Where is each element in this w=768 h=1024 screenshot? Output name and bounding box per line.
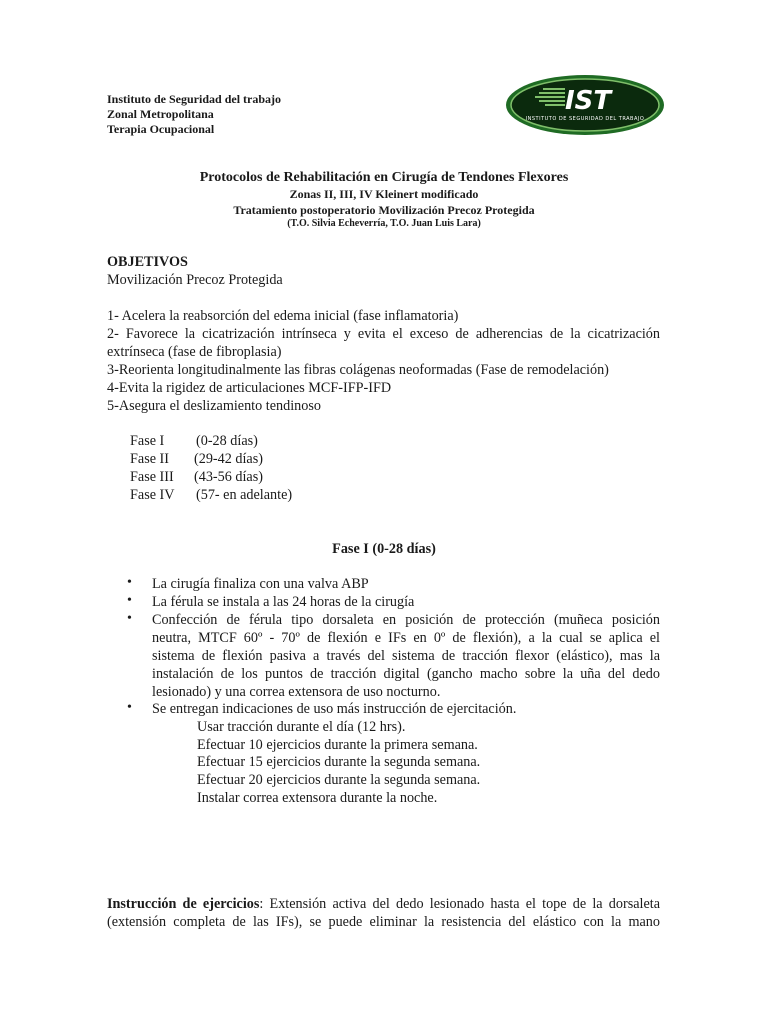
- objetivo-item-continued: extrínseca (fase de fibroplasia): [107, 344, 282, 360]
- fase1-bullet: La férula se instala a las 24 horas de la cirugía: [152, 594, 415, 610]
- objetivo-item: 4-Evita la rigidez de articulaciones MCF-IFP-IFD: [107, 380, 392, 396]
- fase1-bullet-line: Confección de férula tipo dorsaleta en posición de protección (muñeca posición: [152, 612, 660, 628]
- bullet-marker: •: [127, 611, 132, 626]
- logo-subtext: INSTITUTO DE SEGURIDAD DEL TRABAJO: [525, 116, 645, 122]
- objetivos-heading: OBJETIVOS: [107, 254, 188, 270]
- fase1-bullet-line: sistema de flexión pasiva a través del sistema de tracción flexor (elástico), mas la: [152, 648, 660, 664]
- instruccion-line-2: (extensión completa de las IFs), se puede eliminar la resistencia del elástico con la mano: [107, 914, 660, 930]
- fase1-bullet: Se entregan indicaciones de uso más instrucción de ejercitación.: [152, 701, 517, 717]
- bullet-marker: •: [127, 700, 132, 715]
- fase-row: [130, 468, 292, 486]
- fase1-bullet-line: lesionado) y una correa extensora de uso nocturno.: [152, 684, 441, 700]
- fase-name: Fase III: [130, 469, 174, 485]
- department-name: Terapia Ocupacional: [107, 122, 215, 136]
- fase-range: (57- en adelante): [196, 487, 293, 503]
- instruction-sub-item: Instalar correa extensora durante la noche.: [197, 790, 438, 806]
- instruccion-text: : Extensión activa del dedo lesionado hasta el tope de la dorsaleta: [259, 896, 660, 912]
- objetivo-item: 5-Asegura el deslizamiento tendinoso: [107, 398, 321, 414]
- fase-row: [130, 486, 292, 504]
- fase-name: Fase I: [130, 433, 165, 449]
- fase-list: [130, 432, 292, 504]
- instruction-sub-item: Efectuar 10 ejercicios durante la primera semana.: [197, 737, 478, 753]
- fase-name: Fase II: [130, 451, 170, 467]
- bullet-marker: •: [127, 575, 132, 590]
- instruccion-label: Instrucción de ejercicios: [107, 896, 260, 912]
- fase-range: (43-56 días): [194, 469, 263, 485]
- fase1-heading: Fase I (0-28 días): [332, 541, 436, 557]
- instruccion-line-1: [107, 895, 660, 913]
- objetivo-item: 3-Reorienta longitudinalmente las fibras colágenas neoformadas (Fase de remodelación): [107, 362, 609, 378]
- instruction-sub-item: Efectuar 20 ejercicios durante la segunda semana.: [197, 772, 481, 788]
- fase-range: (0-28 días): [196, 433, 258, 449]
- fase-row: [130, 450, 292, 468]
- document-subtitle-treatment: Tratamiento postoperatorio Movilización Precoz Protegida: [233, 203, 535, 217]
- bullet-marker: •: [127, 593, 132, 608]
- fase1-bullet-line: neutra, MTCF 60º - 70º de flexión e IFs en 0º de flexión), a la cual se aplica el: [152, 630, 660, 646]
- fase-range: (29-42 días): [194, 451, 263, 467]
- zone-name: Zonal Metropolitana: [107, 107, 214, 121]
- objetivo-item: 2- Favorece la cicatrización intrínseca y evita el exceso de adherencias de la cicatrización: [107, 326, 660, 342]
- fase1-bullet: La cirugía finaliza con una valva ABP: [152, 576, 369, 592]
- fase1-bullet-line: instalación de los puntos de tracción digital (gancho macho sobre la uña del dedo: [152, 666, 660, 682]
- document-authors: (T.O. Silvia Echeverría, T.O. Juan Luis Lara): [287, 218, 481, 229]
- institution-header: [107, 92, 281, 137]
- fase-name: Fase IV: [130, 487, 175, 503]
- instruction-sub-item: Efectuar 15 ejercicios durante la segunda semana.: [197, 754, 481, 770]
- document-title: Protocolos de Rehabilitación en Cirugía de Tendones Flexores: [199, 170, 569, 185]
- fase-row: [130, 432, 292, 450]
- institution-name: Instituto de Seguridad del trabajo: [107, 92, 282, 106]
- ist-logo: [505, 74, 665, 136]
- logo-text: IST: [565, 86, 612, 116]
- instruction-sub-item: Usar tracción durante el día (12 hrs).: [197, 719, 406, 735]
- objetivos-subtitle: Movilización Precoz Protegida: [107, 272, 283, 288]
- document-subtitle-zones: Zonas II, III, IV Kleinert modificado: [289, 187, 479, 201]
- objetivo-item: 1- Acelera la reabsorción del edema inicial (fase inflamatoria): [107, 308, 459, 324]
